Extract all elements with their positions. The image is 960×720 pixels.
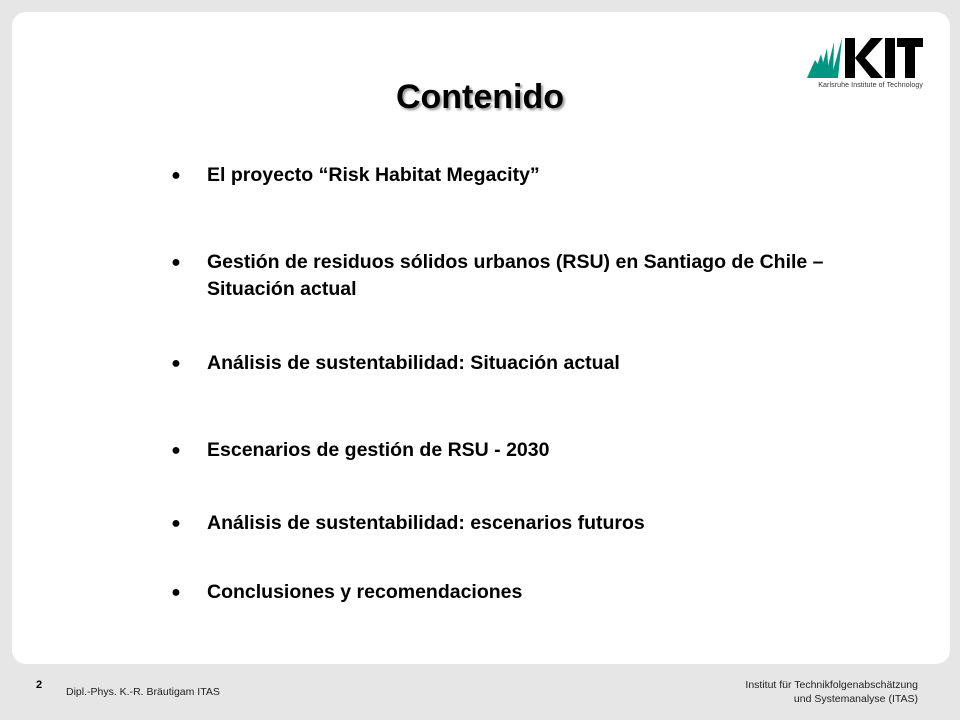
footer-institute-line: und Systemanalyse (ITAS): [793, 693, 918, 705]
slide-title: Contenido: [395, 78, 565, 116]
agenda-item-text: El proyecto “Risk Habitat Megacity”: [207, 164, 540, 186]
agenda-item: [166, 437, 866, 464]
agenda-item-text: Análisis de sustentabilidad: Situación actual: [207, 352, 620, 374]
bullet-icon: ●: [171, 584, 181, 601]
bullet-icon: ●: [171, 254, 181, 271]
agenda-item: [166, 350, 866, 377]
bullet-icon: ●: [171, 167, 181, 184]
footer-author: Dipl.-Phys. K.-R. Bräutigam ITAS: [66, 686, 220, 698]
agenda-item-text: Análisis de sustentabilidad: escenarios futuros: [207, 512, 645, 534]
bullet-icon: ●: [171, 442, 181, 459]
agenda-item: [166, 510, 866, 537]
bullet-icon: ●: [171, 355, 181, 372]
agenda-item-text: Gestión de residuos sólidos urbanos (RSU) en Santiago de Chile – Situación actual: [207, 251, 824, 300]
kit-logo-mark: [805, 34, 923, 80]
page-number: 2: [36, 679, 43, 691]
footer-institute: [745, 678, 918, 706]
logo-subtitle: Karlsruhe Institute of Technology: [818, 82, 923, 89]
agenda-item: [166, 162, 866, 189]
agenda-item-text: Escenarios de gestión de RSU - 2030: [207, 439, 550, 461]
agenda-item: [166, 249, 866, 303]
bullet-icon: ●: [171, 515, 181, 532]
agenda-item-text: Conclusiones y recomendaciones: [207, 581, 523, 603]
agenda-item: [166, 579, 866, 606]
footer-institute-line: Institut für Technikfolgenabschätzung: [745, 679, 918, 691]
